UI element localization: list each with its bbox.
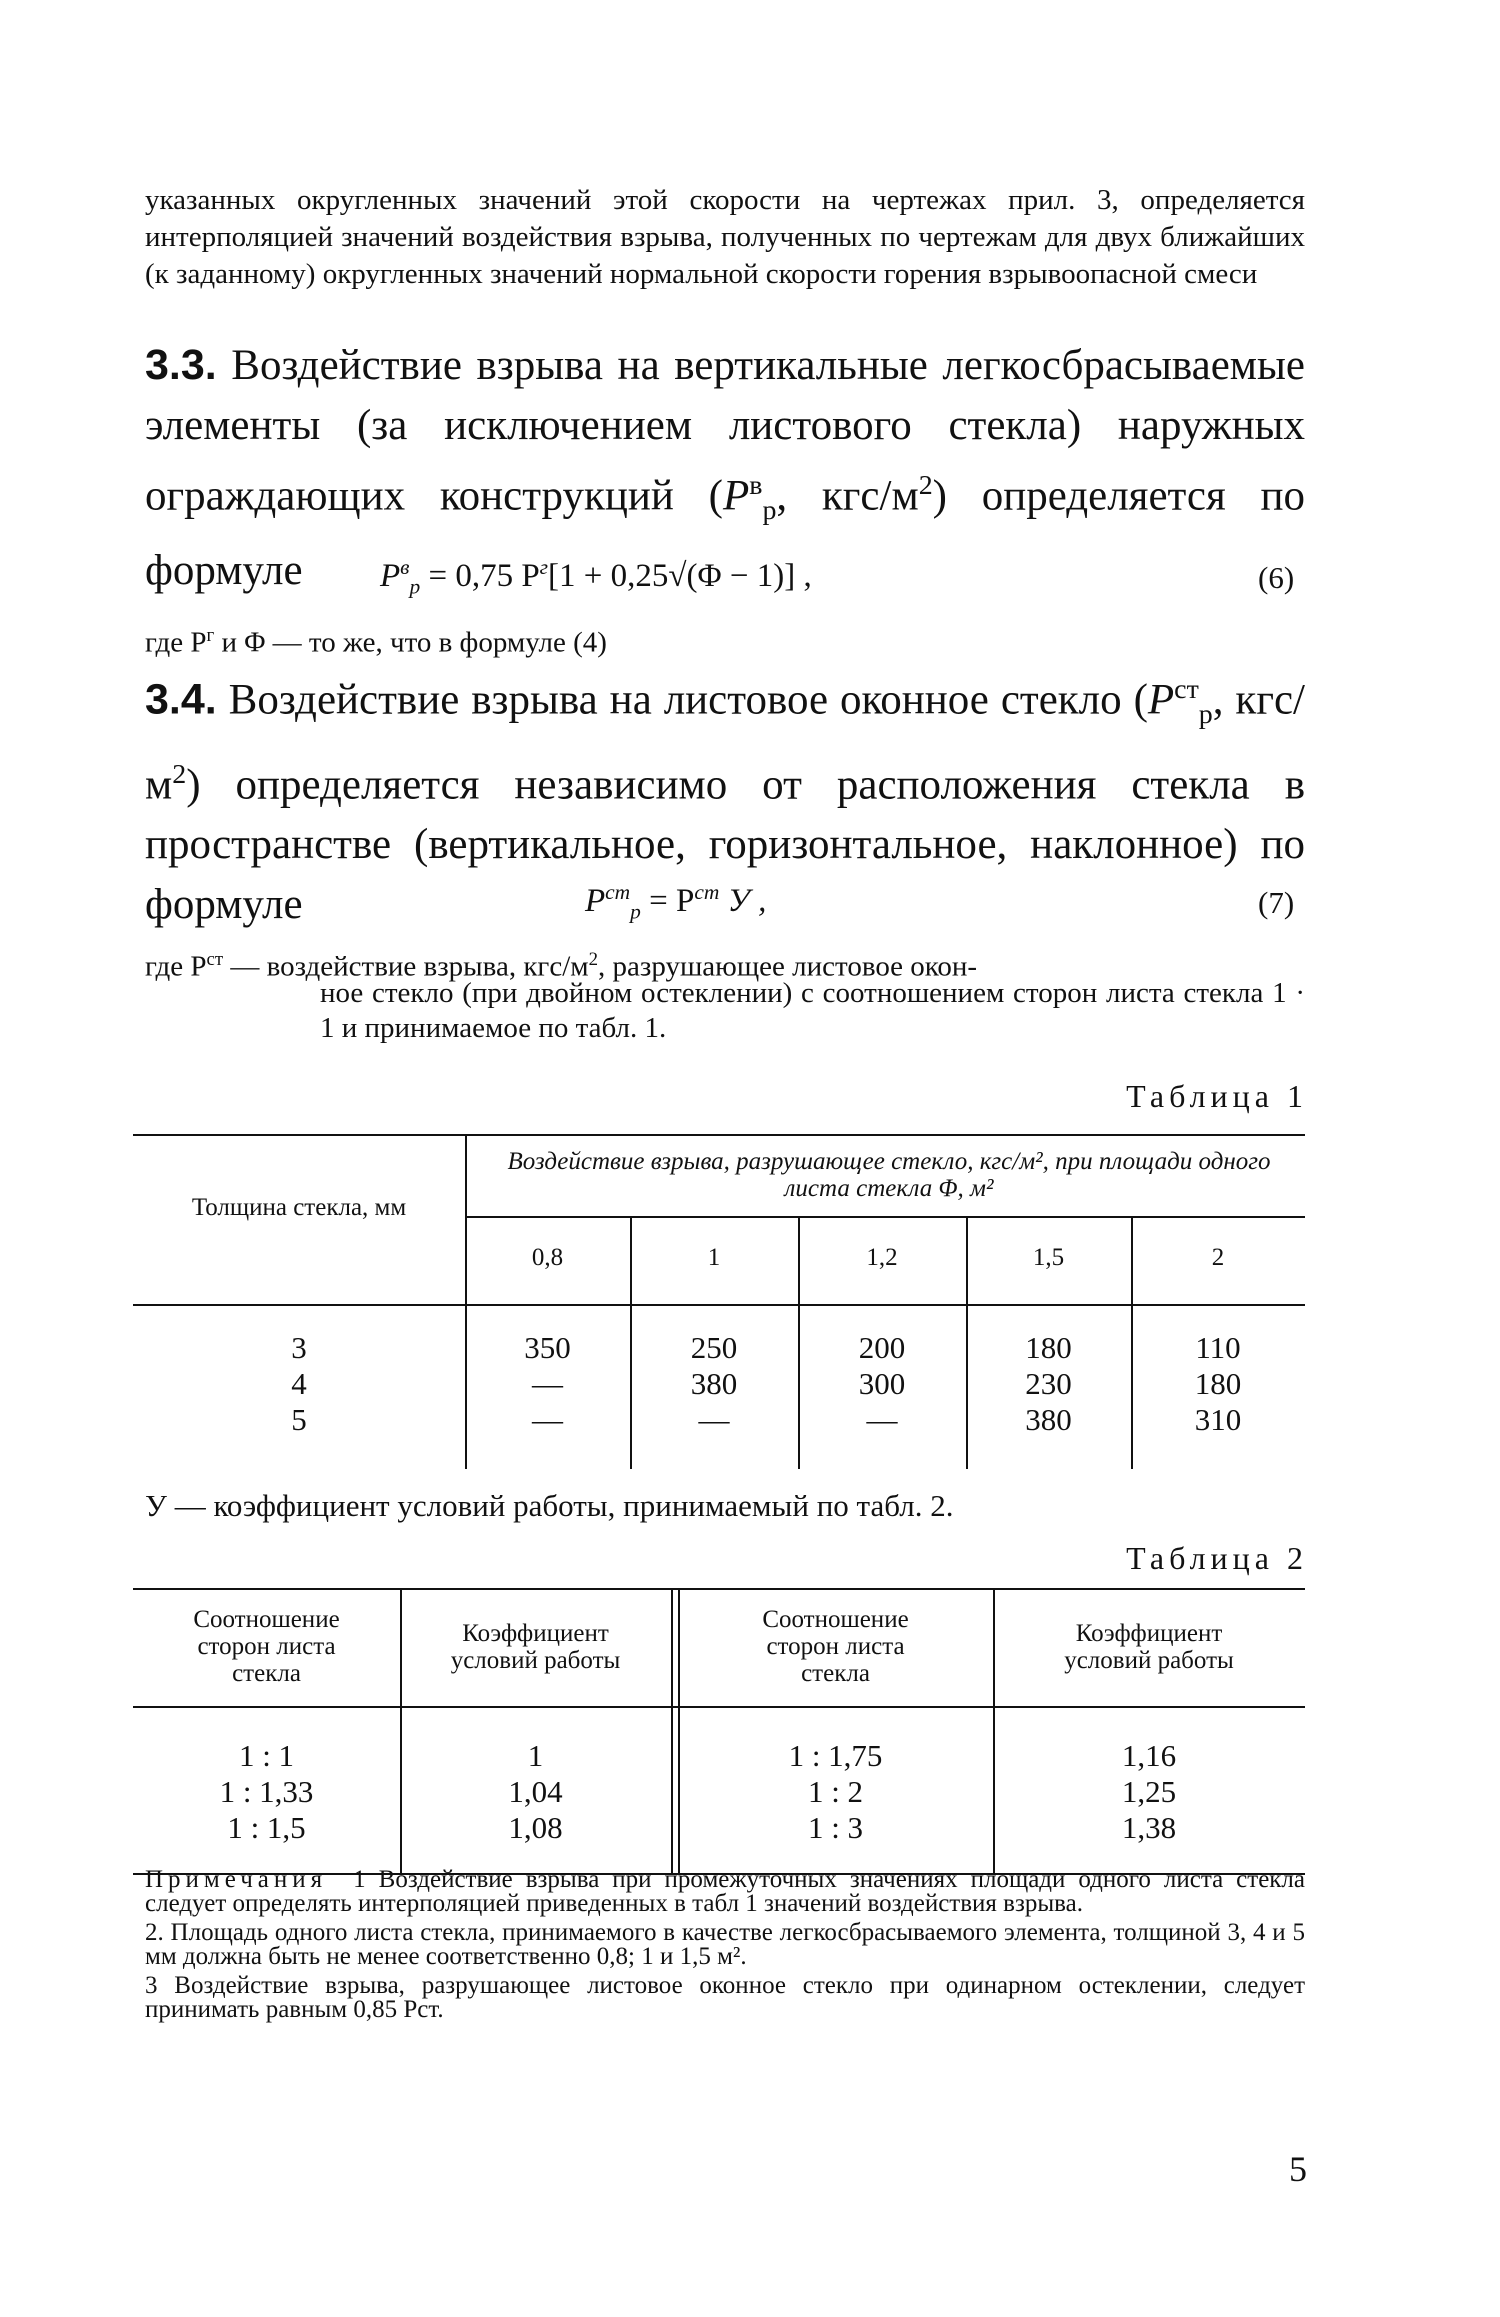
formula-7-where-body: ное стекло (при двойном остеклении) с соотношением сторон листа стекла 1 · 1 и принимаемое по табл. 1. (320, 977, 1305, 1044)
table-1-area-header: 2 (1211, 1244, 1225, 1271)
page-number: 5 (1289, 2149, 1307, 2189)
table-1-thickness: 3 4 5 (291, 1330, 307, 1437)
note-3: 3 Воздействие взрыва, разрушающее листовое оконное стекло при одинарном остеклении, следует принимать равным 0,85 Рст. (145, 1972, 1305, 2023)
table-1-col: 200 300 — (858, 1330, 906, 1437)
note-2: 2. Площадь одного листа стекла, принимаемого в качестве легкосбрасываемого элемента, толщиной 3, 4 и 5 мм должна быть не менее соответственно 0,8; 1 и 1,5 м². (145, 1919, 1305, 1970)
section-text: Воздействие взрыва на вертикальные легкосбрасываемые элементы (за исключением листового стекла) наружных ограждающих конструкций ( (145, 342, 1305, 520)
table-1-col: 250 380 — (690, 1330, 738, 1437)
table-2 (133, 1588, 1305, 1878)
y-definition: У — коэффициент условий работы, принимаемый по табл. 2. (145, 1488, 954, 1523)
section-text: Воздействие взрыва на листовое оконное стекло ( (228, 676, 1148, 724)
section-3-4: 3.4. Воздействие взрыва на листовое оконное стекло ($P^{ст}_р$, кгс/$м^2$) определяется независимо от расположения стекла в пространстве (вертикальное, горизонтальное, наклонное) по формуле (145, 674, 1305, 929)
note-1: Примечания 1 Воздействие взрыва при промежуточных значениях площади одного листа стекла следует определять интерполяцией приведенных в табл 1 значений воздействия взрыва. (145, 1866, 1306, 1917)
table-2-caption: Таблица 2 (1126, 1540, 1308, 1576)
formula-6-where: где $P^г$ и Φ — то же, что в формуле (4) (145, 625, 607, 659)
table-2-col: 1 : 1 1 : 1,33 1 : 1,5 (219, 1738, 314, 1845)
formula-6: $P^в_р = 0,75$ $P^г[1 + 0,25√(\Phi - 1)]$ , (380, 555, 812, 599)
table-1-area-header: 1,5 (1032, 1244, 1065, 1271)
table-1-caption: Таблица 1 (1126, 1078, 1308, 1114)
table-1-col: 350 — — (524, 1330, 571, 1437)
table-2-col: 1 1,04 1,08 (508, 1738, 563, 1845)
table-2-header: Соотношение сторон листа стекла (762, 1606, 909, 1687)
section-number: 3.3. (145, 341, 217, 389)
table-rule (133, 1706, 1305, 1708)
table-rule (465, 1216, 1305, 1218)
section-3-3: 3.3. Воздействие взрыва на вертикальные легкосбрасываемые элементы (за исключением листового стекла) наружных ограждающих конструкций ($P^в_р$, кгс/$м^2$) определяется по формуле (145, 341, 1305, 594)
formula-number-6: (6) (1258, 560, 1295, 595)
table-1-area-header: 0,8 (531, 1244, 564, 1271)
table-2-header: Коэффициент условий работы (450, 1620, 621, 1674)
table-rule (133, 1134, 1305, 1136)
table-1-col: 110 180 310 (1194, 1330, 1242, 1437)
table-2-col: 1 : 1,75 1 : 2 1 : 3 (788, 1738, 883, 1845)
notes (145, 1868, 1305, 2027)
formula-7-where-head: где $P^{ст}$ — воздействие взрыва, кгс/$м^2$, разрушающее листовое окон- (145, 949, 978, 983)
section-number: 3.4. (145, 675, 217, 724)
notes-label: Примечания (145, 1866, 328, 1893)
table-1-area-header: 1,2 (866, 1244, 898, 1271)
formula-7: $P^{ст}_р = P^{ст}$ У , (585, 880, 767, 924)
table-1-area-header: 1 (707, 1244, 721, 1271)
table-2-header: Соотношение сторон листа стекла (193, 1606, 340, 1687)
table-rule (133, 1304, 1305, 1306)
table-rule (133, 1588, 1305, 1590)
intro-paragraph: указанных округленных значений этой скорости на чертежах прил. 3, определяется интерполяцией значений воздействия взрыва, полученных по чертежам для двух ближайших (к заданному) округленных значений нормальной скорости горения взрывоопасной смеси (145, 184, 1305, 290)
table-divider (671, 1588, 673, 1873)
table-1-col0-header: Толщина стекла, мм (191, 1194, 407, 1221)
formula-number-7: (7) (1258, 885, 1295, 920)
table-1 (133, 1134, 1305, 1474)
table-2-col: 1,16 1,25 1,38 (1121, 1738, 1177, 1845)
table-1-group-header: Воздействие взрыва, разрушающее стекло, кгс/м², при площади одного листа стекла Φ, м² (507, 1148, 1271, 1202)
table-1-col: 180 230 380 (1025, 1330, 1072, 1437)
table-2-header: Коэффициент условий работы (1064, 1620, 1234, 1674)
